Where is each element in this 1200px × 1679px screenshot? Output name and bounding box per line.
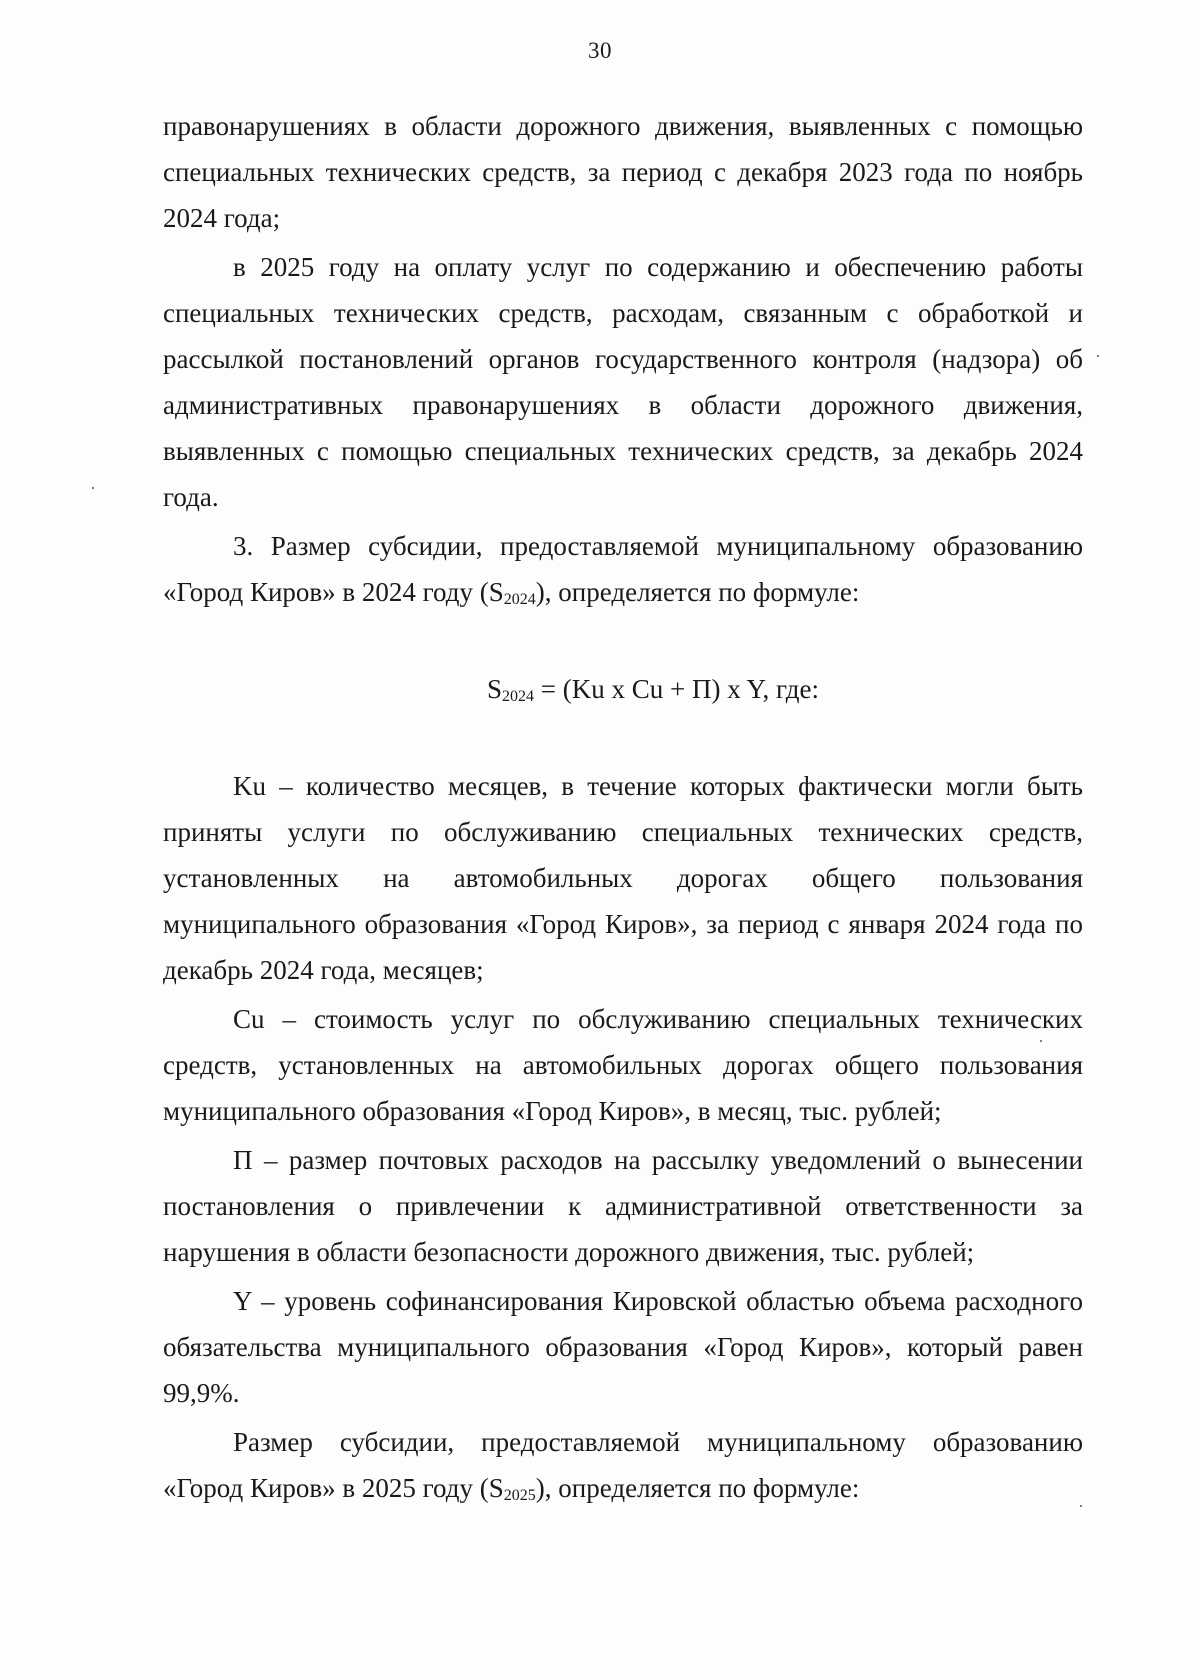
subscript-2024: 2024 (503, 591, 536, 608)
paragraph-continuation: правонарушениях в области дорожного движения, выявленных с помощью специальных технических средств, за период с декабря 2023 года по ноябрь 2024 года; (163, 111, 1083, 233)
paragraph-2025-subsidy (163, 1419, 1083, 1516)
definition-y: Y – уровень софинансирования Кировской областью объема расходного обязательства муниципального образования «Город Киров», который равен 99,9%. (163, 1286, 1083, 1408)
paragraph-2025-expenses: в 2025 году на оплату услуг по содержанию и обеспечению работы специальных технических средств, расходам, связанным с обработкой и рассылкой постановлений органов государственного контроля (надзора) об административных правонарушениях в области дорожного движения, выявленных с помощью специальных технических средств, за декабрь 2024 года. (163, 252, 1083, 512)
formula-expression: = (Ku x Cu + П) x Y, где: (534, 674, 819, 704)
scan-speck (92, 487, 94, 489)
paragraph-item-3-tail: ), определяется по формуле: (535, 577, 860, 607)
definition-ku: Ku – количество месяцев, в течение которых фактически могли быть приняты услуги по обслуживанию специальных технических средств, установленных на автомобильных дорогах общего пользования муниципального образования «Город Киров», за период с января 2024 года по декабрь 2024 года, месяцев; (163, 771, 1083, 985)
paragraph-item-3 (163, 523, 1083, 620)
document-body (163, 103, 1083, 1516)
scan-speck (1097, 355, 1099, 357)
scan-speck (1080, 1505, 1082, 1507)
scan-speck (1040, 1040, 1042, 1042)
page-number: 30 (588, 38, 612, 63)
definition-p: П – размер почтовых расходов на рассылку уведомлений о вынесении постановления о привлечении к административной ответственности за нарушения в области безопасности дорожного движения, тыс. рублей; (163, 1145, 1083, 1267)
formula-subscript: 2024 (502, 688, 535, 705)
paragraph-item-3-text: 3. Размер субсидии, предоставляемой муниципальному образованию «Город Киров» в 2024 году (S (163, 531, 1083, 607)
formula-s2024 (163, 666, 1083, 717)
formula-symbol: S (487, 674, 503, 704)
subscript-2025: 2025 (503, 1487, 536, 1504)
paragraph-2025-subsidy-text: Размер субсидии, предоставляемой муниципальному образованию «Город Киров» в 2025 году (S (163, 1427, 1083, 1503)
definition-cu: Cu – стоимость услуг по обслуживанию специальных технических средств, установленных на автомобильных дорогах общего пользования муниципального образования «Город Киров», в месяц, тыс. рублей; (163, 1004, 1083, 1126)
paragraph-2025-subsidy-tail: ), определяется по формуле: (535, 1473, 860, 1503)
